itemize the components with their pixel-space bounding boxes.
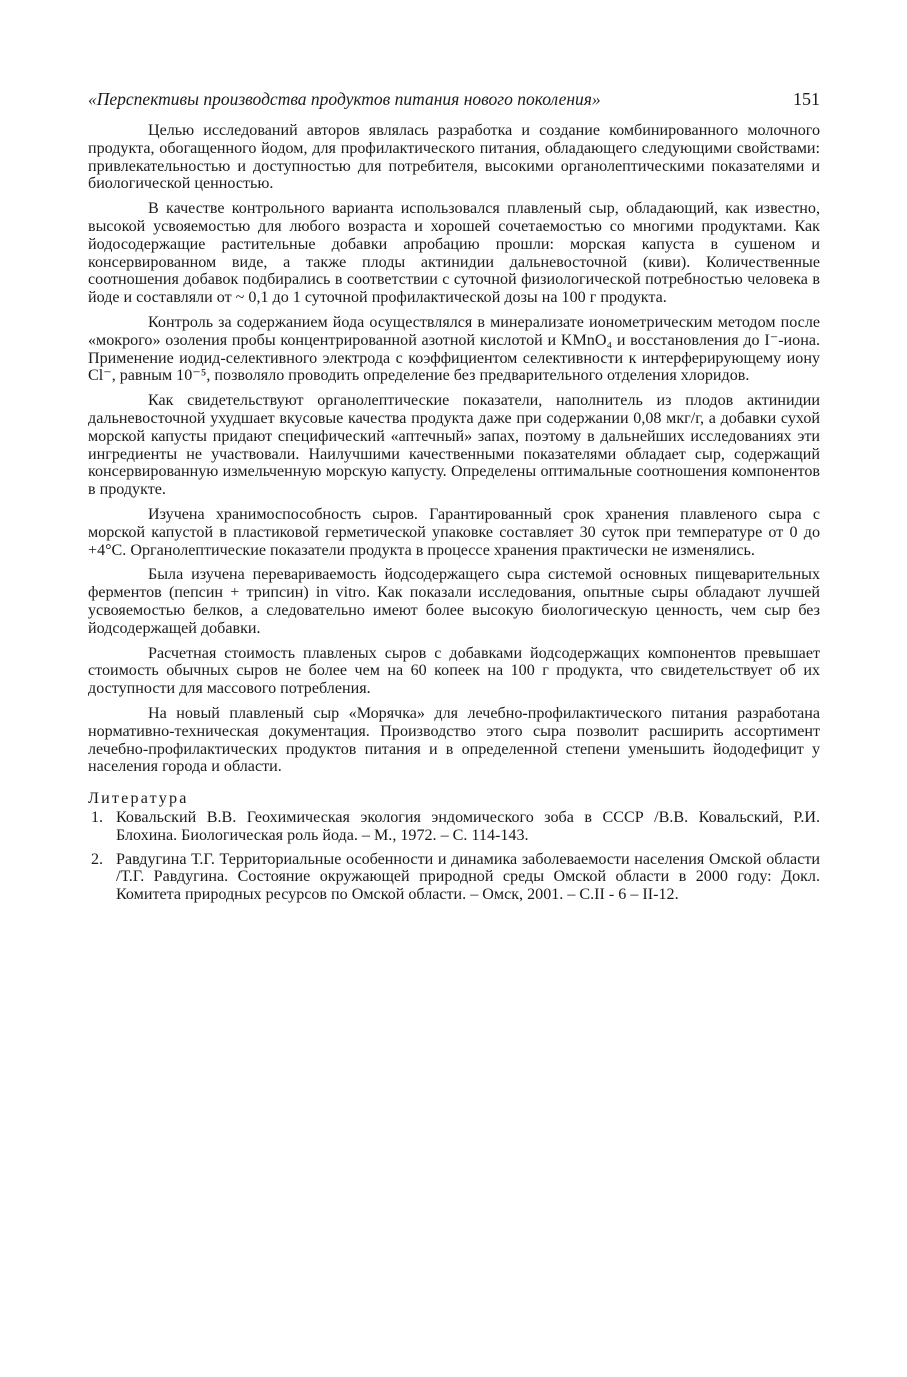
document-page <box>88 88 820 910</box>
reference-text: Равдугина Т.Г. Территориальные особенности и динамика заболеваемости населения Омской области /Т.Г. Равдугина. Состояние окружающей природной среды Омской области в 2000 году: Докл. Комитета природных ресурсов по Омской области. – Омск, 2001. – С.II - 6 – II-12. <box>116 850 820 904</box>
paragraph-aim: Целью исследований авторов являлась разработка и создание комбинированного молочного продукта, обогащенного йодом, для профилактического питания, обладающего следующими свойствами: привлекательностью и доступностью для потребителя, высокими органолептическими показателями и биологической ценностью. <box>88 122 820 193</box>
reference-number: 2. <box>91 850 104 868</box>
reference-item <box>88 851 820 904</box>
references-list <box>88 809 820 904</box>
paragraph-conclusion: На новый плавленый сыр «Морячка» для лечебно-профилактического питания разработана нормативно-техническая документация. Производство этого сыра позволит расширить ассортимент лечебно-профилактических продуктов питания и в определенной степени уменьшить йододефицит у населения города и области. <box>88 704 820 776</box>
reference-text: Ковальский В.В. Геохимическая экология эндомического зоба в СССР /В.В. Ковальский, Р.И. Блохина. Биологическая роль йода. – М., 1972. – С. 114-143. <box>116 809 820 844</box>
paragraph-digestibility: Была изучена перевариваемость йодсодержащего сыра системой основных пищеварительных ферментов (пепсин + трипсин) in vitro. Как показали исследования, опытные сыры обладают лучшей усвояемостью белков, а следовательно имеют более высокую биологическую ценность, чем сыр без йодсодержащей добавки. <box>88 566 820 637</box>
references-heading: Литература <box>88 790 189 808</box>
reference-number: 1. <box>91 809 104 827</box>
paragraph-organoleptic: Как свидетельствуют органолептические показатели, наполнитель из плодов актинидии дальневосточной ухудшает вкусовые качества продукта даже при содержании 0,08 мкг/г, а добавки сухой морской капусты придают специфический «аптечный» запах, поэтому в дальнейших исследованиях эти ингредиенты не участвовали. Наилучшими качественными показателями обладает сыр, содержащий консервированную измельченную морскую капусту. Определены оптимальные соотношения компонентов в продукте. <box>88 392 820 499</box>
running-title: «Перспективы производства продуктов питания нового поколения» <box>88 89 601 109</box>
paragraph-cost: Расчетная стоимость плавленых сыров с добавками йодсодержащих компонентов превышает стоимость обычных сыров не более чем на 60 копеек на 100 г продукта, что свидетельствует об их доступности для массового потребления. <box>88 644 820 698</box>
reference-item <box>88 809 820 845</box>
paragraph-storage: Изучена хранимоспособность сыров. Гарантированный срок хранения плавленого сыра с морской капустой в пластиковой герметической упаковке составляет 30 суток при температуре от 0 до +4°С. Органолептические показатели продукта в процессе хранения практически не изменялись. <box>88 505 820 559</box>
body-text <box>88 122 820 776</box>
paragraph-iodine-control: Контроль за содержанием йода осуществлялся в минерализате ионометрическим методом после «мокрого» озоления пробы концентрированной азотной кислотой и KMnO₄ и восстановления до I⁻-иона. Применение иодид-селективного электрода с коэффициентом селективности к интерферирующему иону Cl⁻, равным 10⁻⁵, позволяло проводить определение без предварительного отделения хлоридов. <box>88 313 820 385</box>
paragraph-control-variant: В качестве контрольного варианта использовался плавленый сыр, обладающий, как известно, высокой усвояемостью для любого возраста и хорошей сочетаемостью со многими продуктами. Как йодосодержащие растительные добавки апробацию прошли: морская капуста в сушеном и консервированном виде, а также плоды актинидии дальневосточной (киви). Количественные соотношения добавок подбирались в соответствии с суточной физиологической потребностью человека в йоде и составляли от ~ 0,1 до 1 суточной профилактической дозы на 100 г продукта. <box>88 200 820 307</box>
page-number: 151 <box>793 89 820 109</box>
running-header <box>88 88 820 110</box>
